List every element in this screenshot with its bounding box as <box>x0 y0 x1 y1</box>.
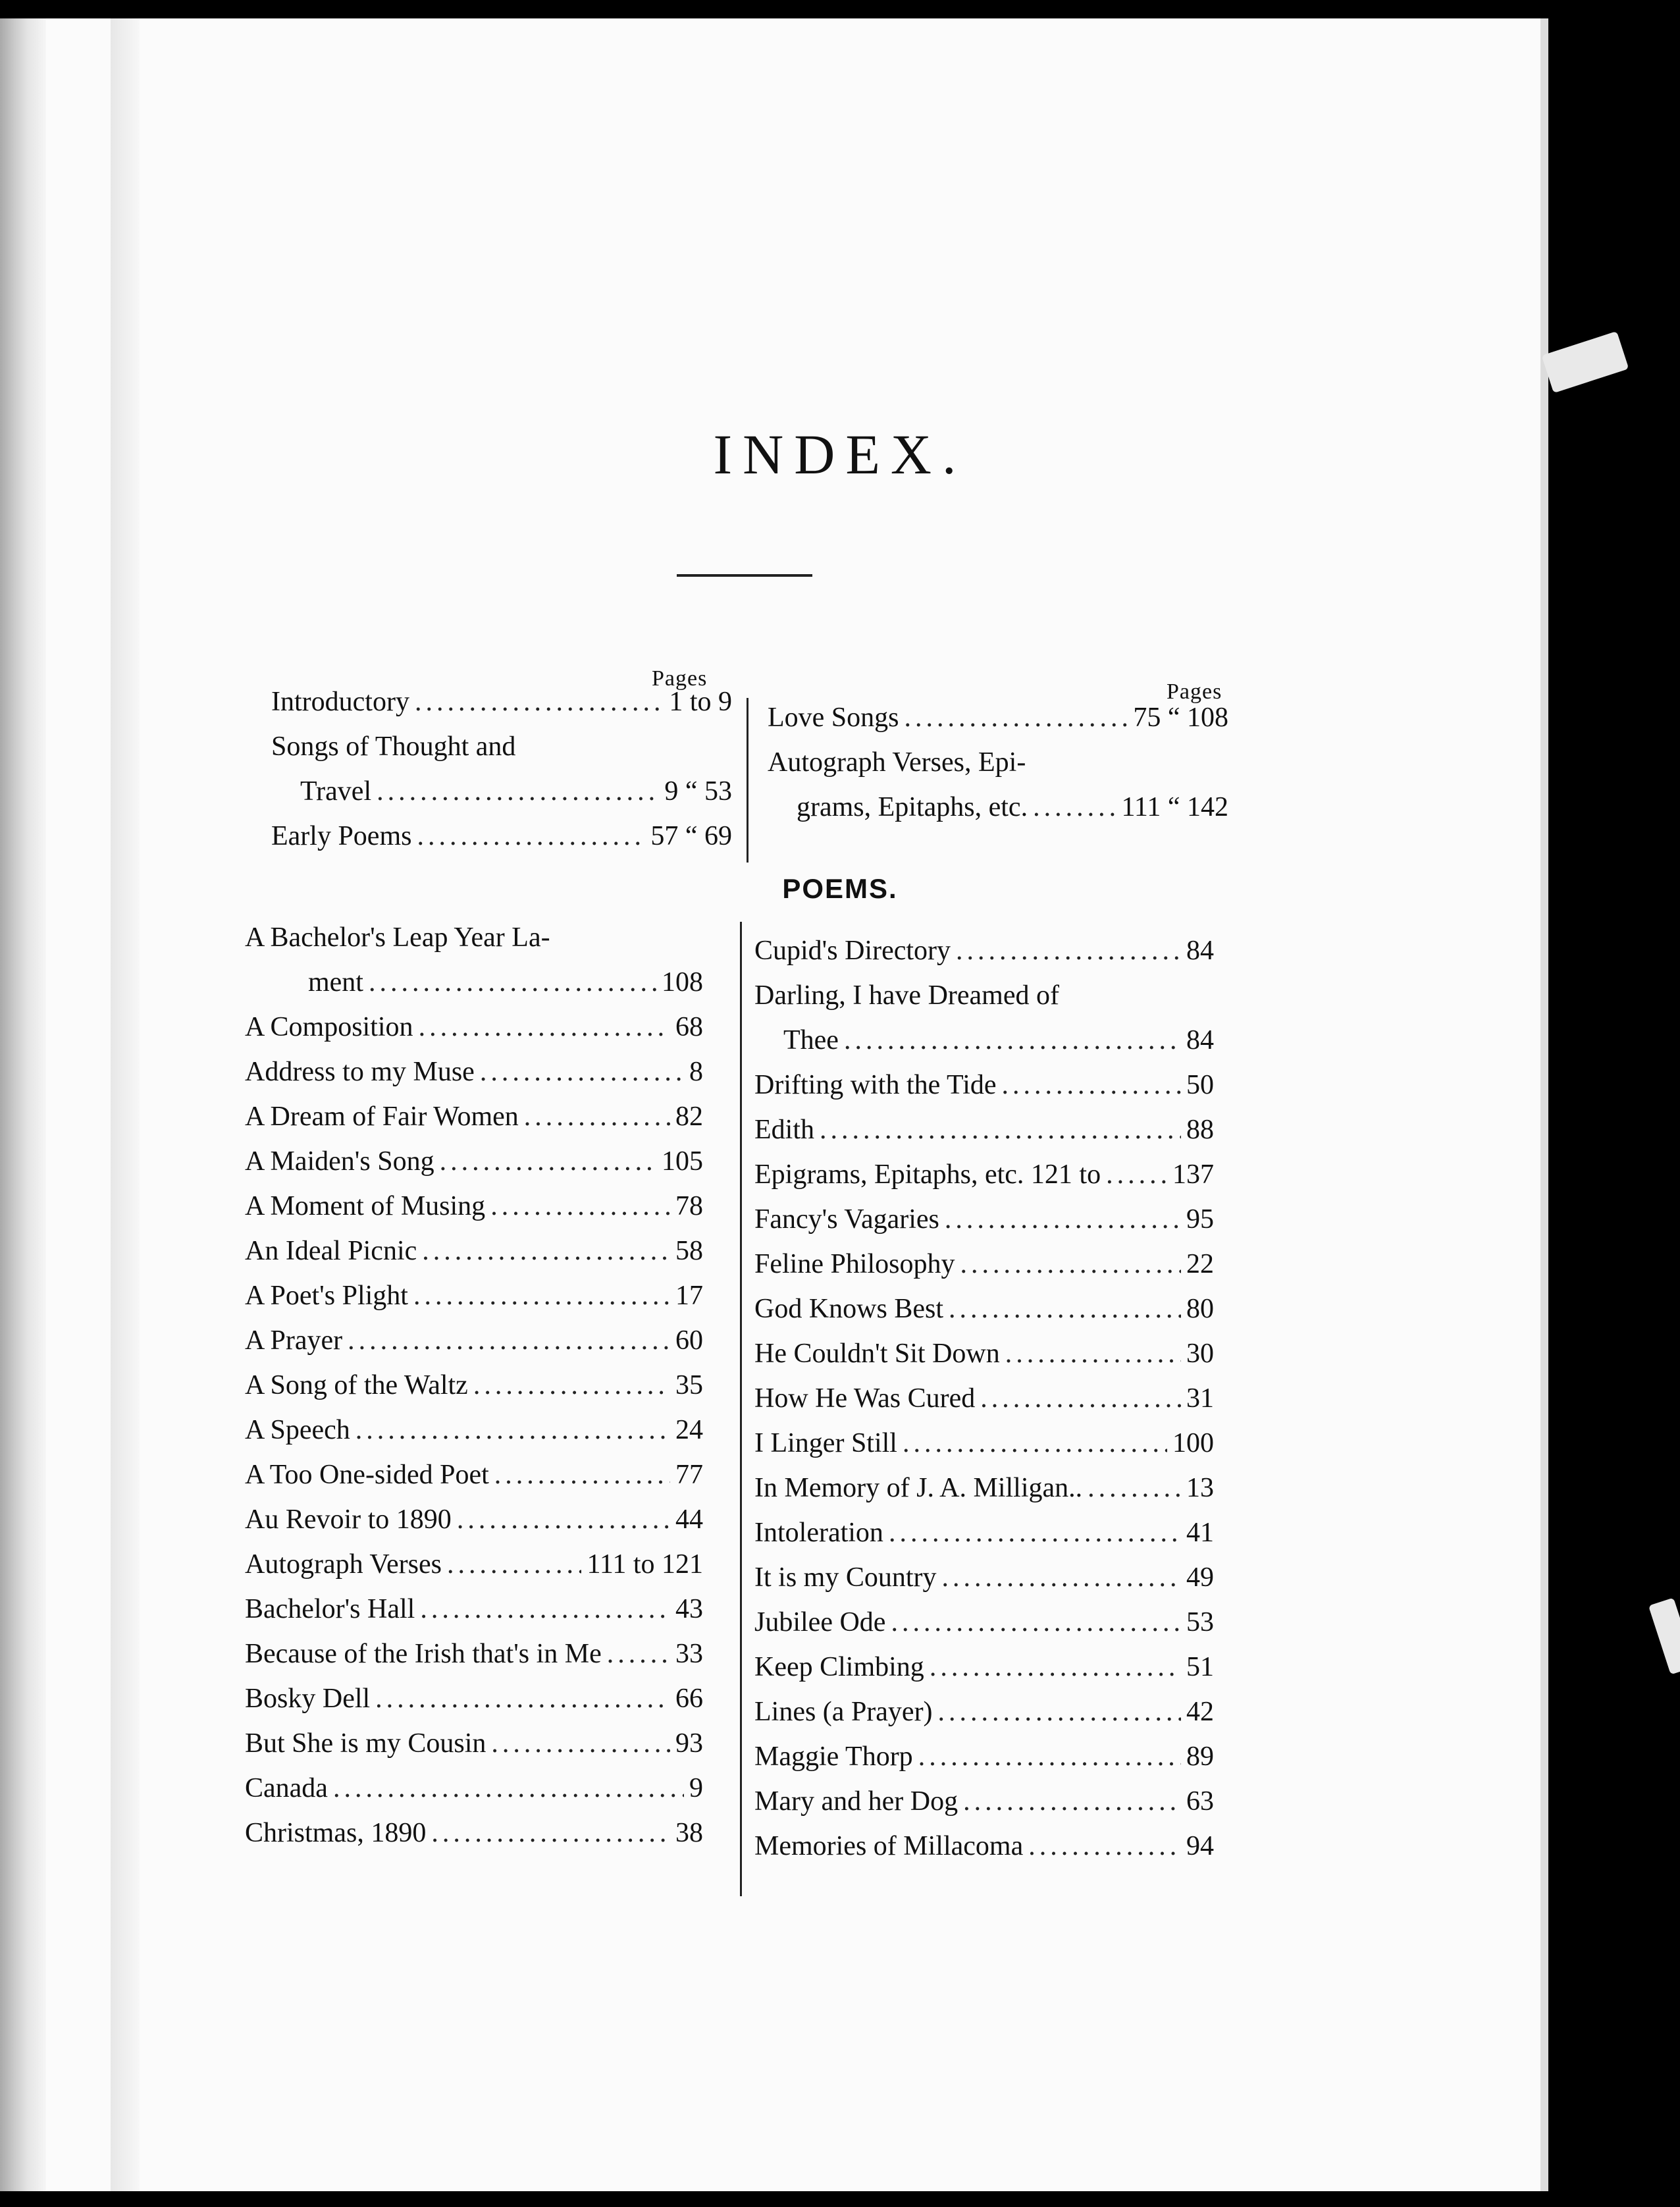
poem-entry-title: Bosky Dell <box>245 1684 371 1714</box>
dot-leader <box>457 1500 670 1539</box>
section-entry-title: Early Poems <box>271 821 412 851</box>
poem-entry[interactable] <box>754 1065 1214 1105</box>
dot-leader <box>447 1545 581 1584</box>
poem-entry[interactable] <box>245 1545 703 1584</box>
page-number: 57 “ 69 <box>650 821 732 851</box>
page-number: 1 to 9 <box>669 687 732 717</box>
section-entry[interactable] <box>271 816 732 856</box>
poem-entry[interactable] <box>245 1142 703 1181</box>
page-number: 41 <box>1186 1518 1214 1548</box>
dot-leader <box>440 1142 656 1181</box>
page-number: 75 “ 108 <box>1133 703 1228 733</box>
page-number: 42 <box>1186 1697 1214 1727</box>
page-number: 60 <box>675 1325 703 1356</box>
poem-entry-title: Address to my Muse <box>245 1057 475 1087</box>
poem-entry[interactable] <box>245 1276 703 1316</box>
poem-entry[interactable] <box>754 1423 1214 1463</box>
page-number: 94 <box>1186 1831 1214 1861</box>
poem-entry-title: Mary and her Dog <box>754 1786 958 1817</box>
page-number: 80 <box>1186 1294 1214 1324</box>
poem-entry[interactable] <box>754 1155 1214 1194</box>
poem-entry[interactable] <box>245 1097 703 1136</box>
page-binding-edge <box>111 18 140 2191</box>
section-entry-title-line: Autograph Verses, Epi- <box>768 747 1026 778</box>
poem-entry[interactable] <box>245 1500 703 1539</box>
dot-leader <box>1088 1468 1181 1508</box>
dot-leader <box>1028 1826 1181 1866</box>
poem-entry[interactable] <box>754 1513 1214 1553</box>
poem-entry[interactable] <box>754 1334 1214 1373</box>
poem-entry-title: Edith <box>754 1115 814 1145</box>
page-number: 82 <box>675 1102 703 1132</box>
poem-entry-title: A Poet's Plight <box>245 1281 408 1311</box>
poem-entry[interactable] <box>754 1558 1214 1597</box>
dot-leader <box>1106 1155 1167 1194</box>
dot-leader <box>494 1455 670 1495</box>
page-number: 111 “ 142 <box>1121 792 1228 822</box>
poem-entry[interactable] <box>245 1410 703 1450</box>
poem-entry[interactable] <box>754 1603 1214 1642</box>
poem-entry-title: Feline Philosophy <box>754 1249 955 1279</box>
dot-leader <box>820 1110 1181 1150</box>
page-number: 31 <box>1186 1383 1214 1414</box>
poem-entry[interactable] <box>245 1813 703 1853</box>
dot-leader <box>905 698 1128 737</box>
page-number: 8 <box>689 1057 703 1087</box>
dot-leader <box>473 1366 670 1405</box>
dot-leader <box>422 1231 670 1271</box>
dot-leader <box>431 1813 670 1853</box>
dot-leader <box>956 931 1181 971</box>
dot-leader <box>942 1558 1181 1597</box>
dot-leader <box>960 1244 1181 1284</box>
page-number: 108 <box>662 967 703 997</box>
poem-entry-title: Intoleration <box>754 1518 883 1548</box>
page-number: 78 <box>675 1191 703 1221</box>
poem-entry-title: Fancy's Vagaries <box>754 1204 939 1235</box>
dot-leader <box>377 772 659 811</box>
page-number: 84 <box>1186 1025 1214 1055</box>
poem-entry[interactable] <box>754 1826 1214 1866</box>
page-number: 50 <box>1186 1070 1214 1100</box>
poem-entry[interactable] <box>754 1379 1214 1418</box>
dot-leader <box>938 1692 1181 1732</box>
page-number: 13 <box>1186 1473 1214 1503</box>
dot-leader <box>348 1321 670 1360</box>
poem-entry-title: A Song of the Waltz <box>245 1370 468 1400</box>
poem-entry-title: Cupid's Directory <box>754 936 951 966</box>
dot-leader <box>607 1634 670 1674</box>
page-number: 111 to 121 <box>587 1549 703 1580</box>
dot-leader <box>415 682 664 722</box>
poem-entry-title: Autograph Verses <box>245 1549 442 1580</box>
poem-entry[interactable] <box>754 1692 1214 1732</box>
poem-entry-title: God Knows Best <box>754 1294 944 1324</box>
page-number: 84 <box>1186 936 1214 966</box>
poem-entry-title: In Memory of J. A. Milligan.. <box>754 1473 1083 1503</box>
poem-entry-title-line: Darling, I have Dreamed of <box>754 980 1059 1011</box>
page-number: 63 <box>1186 1786 1214 1817</box>
dot-leader <box>891 1603 1181 1642</box>
poem-entry[interactable] <box>754 1468 1214 1508</box>
dot-leader <box>420 1589 670 1629</box>
page-number: 38 <box>675 1818 703 1848</box>
poem-entry-title: It is my Country <box>754 1562 937 1593</box>
poem-entry[interactable] <box>754 1289 1214 1329</box>
page-number: 93 <box>675 1728 703 1759</box>
poem-entry-title: Because of the Irish that's in Me <box>245 1639 602 1669</box>
dot-leader <box>333 1768 684 1808</box>
poem-entry-title: A Maiden's Song <box>245 1146 434 1177</box>
poem-entry-title: Au Revoir to 1890 <box>245 1504 452 1535</box>
page-number: 17 <box>675 1281 703 1311</box>
column-divider <box>740 922 742 1896</box>
paper-scrap <box>1542 331 1629 393</box>
poem-entry-title: Lines (a Prayer) <box>754 1697 933 1727</box>
poem-entry[interactable] <box>245 1052 703 1092</box>
page-number: 68 <box>675 1012 703 1042</box>
dot-leader <box>355 1410 670 1450</box>
section-entry[interactable] <box>797 787 1228 827</box>
poem-entry-title: But She is my Cousin <box>245 1728 486 1759</box>
dot-leader <box>980 1379 1181 1418</box>
page-number: 43 <box>675 1594 703 1624</box>
poem-entry-title: Keep Climbing <box>754 1652 924 1682</box>
poem-entry[interactable] <box>245 1007 703 1047</box>
poem-entry-title: I Linger Still <box>754 1428 897 1458</box>
poem-entry-title: A Moment of Musing <box>245 1191 486 1221</box>
pages-column-header-right: Pages <box>1167 679 1222 704</box>
poem-entry[interactable] <box>245 1679 703 1718</box>
section-entry[interactable] <box>300 772 732 811</box>
dot-leader <box>524 1097 670 1136</box>
page-number: 58 <box>675 1236 703 1266</box>
page-number: 33 <box>675 1639 703 1669</box>
page-right-edge <box>1540 18 1548 2191</box>
paper-scrap <box>1648 1598 1680 1675</box>
poem-entry[interactable] <box>754 931 1214 971</box>
dot-leader <box>1005 1334 1181 1373</box>
poem-entry-title: Maggie Thorp <box>754 1742 913 1772</box>
page-number: 9 <box>689 1773 703 1803</box>
poem-entry-title: Christmas, 1890 <box>245 1818 427 1848</box>
page-number: 35 <box>675 1370 703 1400</box>
dot-leader <box>419 1007 670 1047</box>
poem-entry[interactable] <box>754 1200 1214 1239</box>
poem-entry[interactable] <box>754 1647 1214 1687</box>
poem-entry-title: An Ideal Picnic <box>245 1236 417 1266</box>
poem-entry-title: Drifting with the Tide <box>754 1070 997 1100</box>
poem-entry[interactable] <box>308 963 703 1002</box>
pages-column-header-left: Pages <box>652 666 708 691</box>
poem-entry[interactable] <box>245 1455 703 1495</box>
dot-leader <box>417 816 645 856</box>
poem-entry[interactable] <box>245 1634 703 1674</box>
dot-leader <box>490 1186 670 1226</box>
dot-leader <box>963 1782 1181 1821</box>
poem-entry[interactable] <box>245 1231 703 1271</box>
poem-entry-title: A Too One-sided Poet <box>245 1460 489 1490</box>
poem-entry-title: Memories of Millacoma <box>754 1831 1024 1861</box>
poem-entry[interactable] <box>245 1589 703 1629</box>
dot-leader <box>413 1276 670 1316</box>
poem-entry-title: Jubilee Ode <box>754 1607 886 1637</box>
poem-entry-title: Bachelor's Hall <box>245 1594 415 1624</box>
dot-leader <box>949 1289 1181 1329</box>
dot-leader <box>491 1724 670 1763</box>
page-number: 137 <box>1172 1159 1214 1190</box>
page-number: 77 <box>675 1460 703 1490</box>
poem-entry[interactable] <box>754 1737 1214 1776</box>
page-number: 44 <box>675 1504 703 1535</box>
dot-leader <box>930 1647 1181 1687</box>
page-number: 22 <box>1186 1249 1214 1279</box>
page-number: 89 <box>1186 1742 1214 1772</box>
poem-entry-title: A Prayer <box>245 1325 343 1356</box>
poem-entry[interactable] <box>245 1321 703 1360</box>
page-number: 88 <box>1186 1115 1214 1145</box>
dot-leader <box>375 1679 670 1718</box>
section-entry[interactable] <box>271 682 732 722</box>
dot-leader <box>844 1021 1181 1060</box>
page-number: 100 <box>1172 1428 1214 1458</box>
poem-entry-title: ment <box>308 967 363 997</box>
page-number: 24 <box>675 1415 703 1445</box>
dot-leader <box>1002 1065 1181 1105</box>
section-entry-title-line: Songs of Thought and <box>271 731 516 762</box>
page-number: 9 “ 53 <box>664 776 732 807</box>
section-entry-title: grams, Epitaphs, etc. <box>797 792 1028 822</box>
poem-entry[interactable] <box>754 1244 1214 1284</box>
section-entry[interactable] <box>768 698 1228 737</box>
title-rule <box>677 574 812 577</box>
poem-entry-title: How He Was Cured <box>754 1383 976 1414</box>
page-title: INDEX. <box>713 423 967 486</box>
dot-leader <box>1033 787 1116 827</box>
page-number: 49 <box>1186 1562 1214 1593</box>
poem-entry[interactable] <box>754 1110 1214 1150</box>
poem-entry-title: Epigrams, Epitaphs, etc. 121 to <box>754 1159 1101 1190</box>
page-number: 105 <box>662 1146 703 1177</box>
dot-leader <box>889 1513 1181 1553</box>
dot-leader <box>903 1423 1167 1463</box>
poem-entry-title: Thee <box>783 1025 839 1055</box>
poem-entry-title: A Dream of Fair Women <box>245 1102 519 1132</box>
poem-entry[interactable] <box>754 1782 1214 1821</box>
column-divider <box>747 698 748 863</box>
poems-heading: POEMS. <box>782 873 898 904</box>
poem-entry[interactable] <box>245 1768 703 1808</box>
poem-entry[interactable] <box>245 1186 703 1226</box>
dot-leader <box>369 963 656 1002</box>
poem-entry-title: Canada <box>245 1773 328 1803</box>
page-number: 30 <box>1186 1339 1214 1369</box>
poem-entry-title: He Couldn't Sit Down <box>754 1339 1000 1369</box>
page-number: 66 <box>675 1684 703 1714</box>
page-number: 95 <box>1186 1204 1214 1235</box>
dot-leader <box>480 1052 684 1092</box>
page-gutter-shadow <box>0 18 46 2191</box>
poem-entry-title: A Speech <box>245 1415 350 1445</box>
poem-entry[interactable] <box>783 1021 1214 1060</box>
section-entry-title: Introductory <box>271 687 409 717</box>
poem-entry[interactable] <box>245 1724 703 1763</box>
poem-entry-title-line: A Bachelor's Leap Year La- <box>245 922 550 953</box>
section-entry-title: Love Songs <box>768 703 899 733</box>
page-number: 51 <box>1186 1652 1214 1682</box>
dot-leader <box>918 1737 1181 1776</box>
poem-entry-title: A Composition <box>245 1012 413 1042</box>
poem-entry[interactable] <box>245 1366 703 1405</box>
section-entry-title: Travel <box>300 776 372 807</box>
dot-leader <box>945 1200 1181 1239</box>
page-number: 53 <box>1186 1607 1214 1637</box>
